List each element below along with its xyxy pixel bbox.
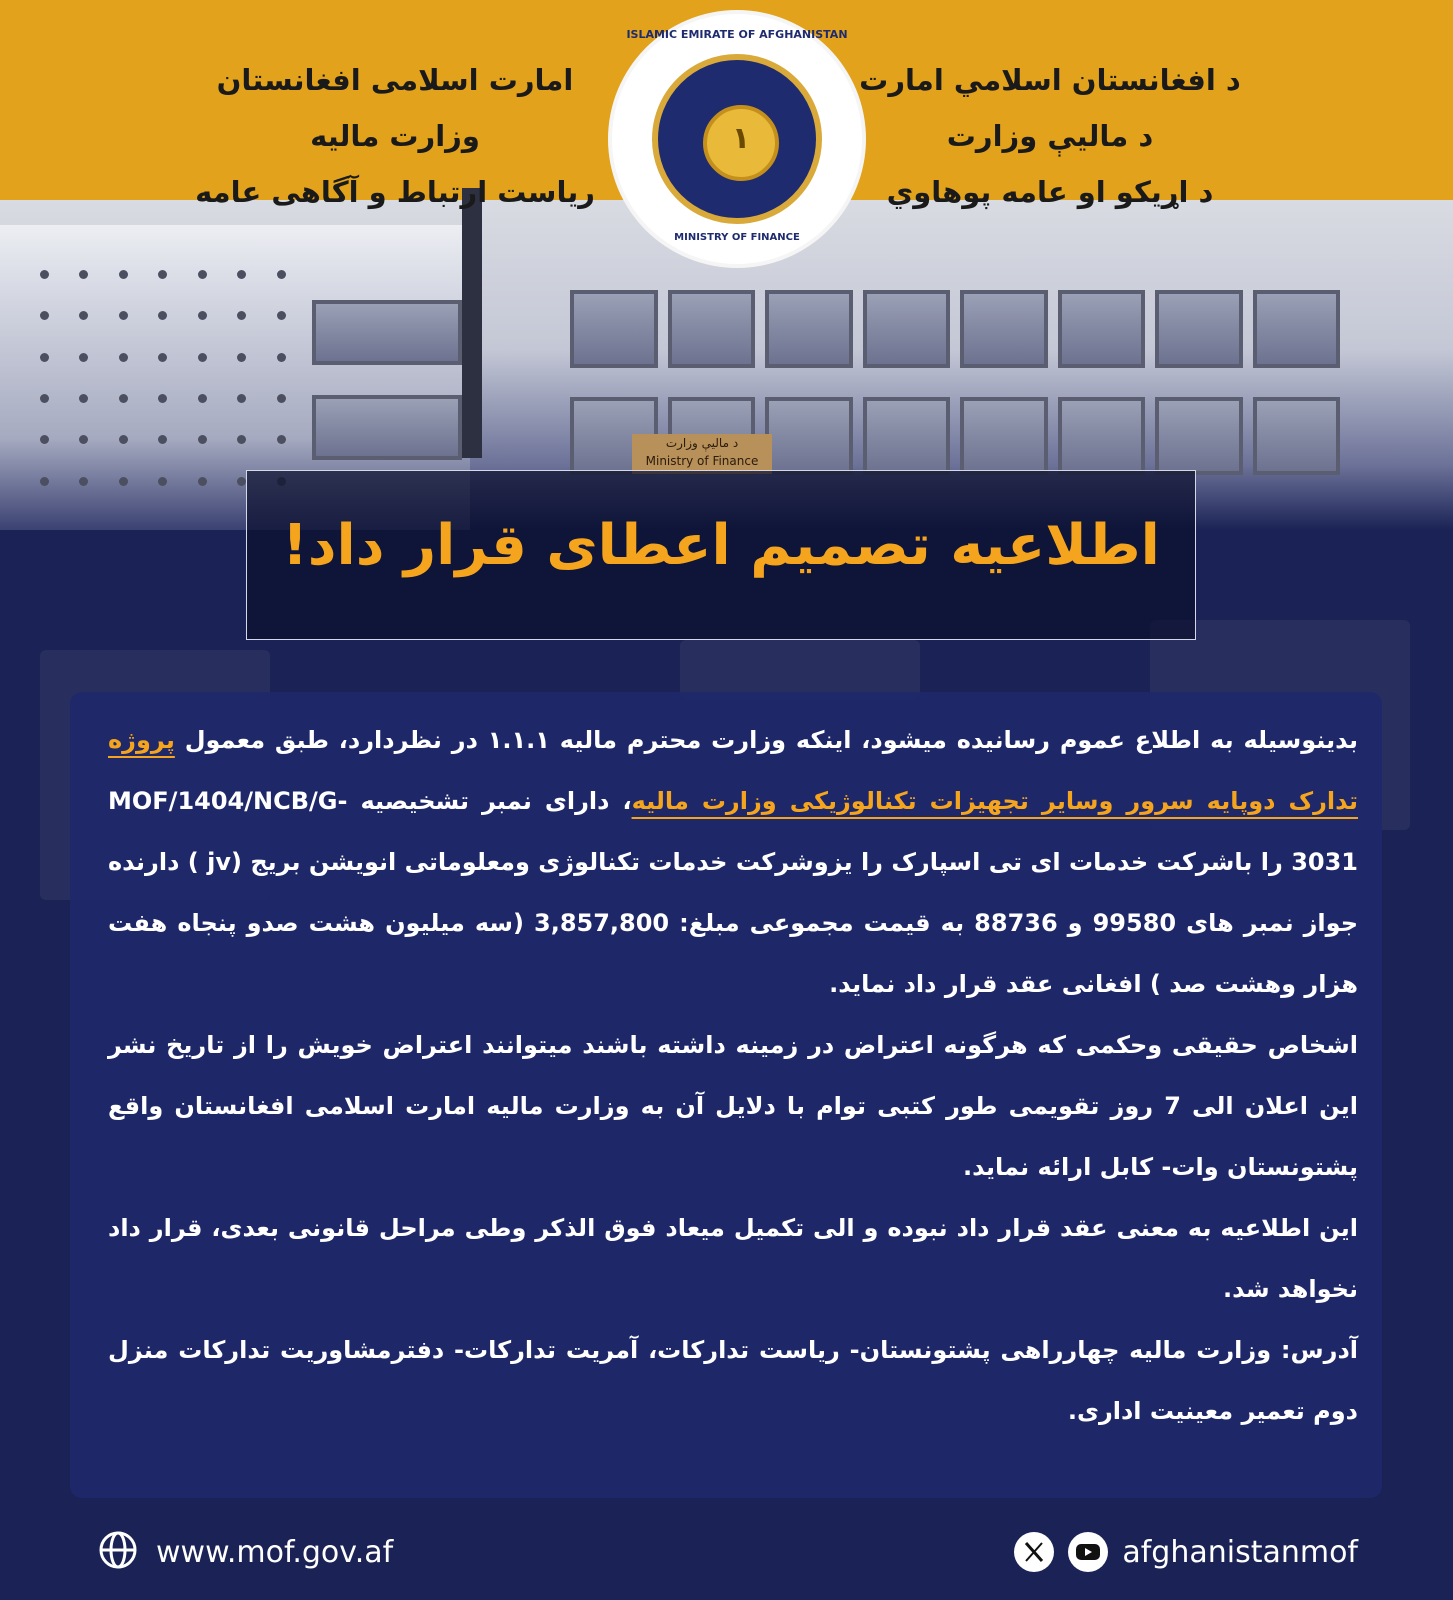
header-pashto-line1: د افغانستان اسلامي امارت bbox=[859, 63, 1241, 97]
footer-social bbox=[1014, 1530, 1358, 1574]
header-pashto-line2: د ماليې وزارت bbox=[946, 119, 1154, 153]
left-wing-windows bbox=[312, 300, 462, 460]
announcement-body bbox=[70, 692, 1382, 1498]
header-dari-line2: وزارت مالیه bbox=[310, 119, 480, 153]
social-handle[interactable]: afghanistanmof bbox=[1122, 1534, 1358, 1570]
reference-code: MOF/1404/NCB/G-3031 bbox=[108, 787, 1358, 876]
youtube-icon[interactable] bbox=[1068, 1532, 1108, 1572]
logo-ring-top-text: ISLAMIC EMIRATE OF AFGHANISTAN bbox=[626, 28, 848, 41]
paragraph-1 bbox=[108, 710, 1358, 1015]
logo-ring-bottom-text: MINISTRY OF FINANCE bbox=[674, 232, 800, 243]
wall-pattern bbox=[40, 270, 300, 500]
ministry-logo bbox=[612, 14, 862, 264]
globe-icon bbox=[98, 1530, 138, 1574]
p1-part-a: بدینوسیله به اطلاع عموم رسانیده میشود، اینکه وزارت محترم مالیه ۱.۱.۱ در نظردارد، طبق معمول bbox=[174, 726, 1358, 754]
p1-part-c: را باشرکت خدمات ای تی اسپارک را یزوشرکت خدمات تکنالوژی ومعلوماتی انویشن بریج (jv ) دارنده جواز نمبر های 99580 و 88736 به قیمت مجموعی مبلغ: bbox=[108, 848, 1358, 937]
paragraph-2: اشخاص حقیقی وحکمی که هرگونه اعتراض در زمینه داشته باشند میتوانند اعتراض خویش را از تاریخ نشر این اعلان الی 7 روز تقویمی طور کتبی توام با دلایل آن به وزارت مالیه امارت اسلامی افغانستان واقع پشتونستان وات- کابل ارائه نماید. bbox=[108, 1031, 1359, 1181]
building-sign bbox=[632, 434, 772, 474]
logo-emblem bbox=[652, 54, 822, 224]
header-dari bbox=[195, 52, 595, 220]
page-title: اطلاعیه تصمیم اعطای قرار داد! bbox=[282, 513, 1160, 578]
announcement-text bbox=[108, 710, 1358, 1442]
x-icon[interactable] bbox=[1014, 1532, 1054, 1572]
paragraph-4-address: آدرس: وزارت مالیه چهارراهی پشتونستان- ریاست تدارکات، آمریت تدارکات- دفترمشاوریت تدارکات منزل دوم تعمیر معینیت اداری. bbox=[108, 1336, 1358, 1425]
coin-icon: ١ bbox=[703, 105, 779, 181]
title-box bbox=[246, 470, 1196, 640]
p1-part-b: ، دارای نمبر تشخیصیه bbox=[347, 787, 632, 815]
header-dari-line1: امارت اسلامی افغانستان bbox=[216, 63, 574, 97]
chimney bbox=[462, 188, 482, 458]
website-link[interactable]: www.mof.gov.af bbox=[156, 1534, 394, 1570]
footer-website[interactable] bbox=[98, 1530, 393, 1574]
project-name-highlight: پروژه تدارک دوپایه سرور وسایر تجهیزات تکنالوژیکی وزارت مالیه bbox=[108, 726, 1358, 815]
contract-amount: 3,857,800 bbox=[534, 909, 670, 937]
building-sign-line1: د مالیې وزارت bbox=[665, 436, 739, 450]
paragraph-3: این اطلاعیه به معنی عقد قرار داد نبوده و الی تکمیل میعاد فوق الذکر وطی مراحل قانونی بعدی، قرار داد نخواهد شد. bbox=[108, 1214, 1358, 1303]
header-pashto-line3: د اړیکو او عامه پوهاوي bbox=[886, 175, 1214, 209]
p1-part-d: (سه میلیون هشت صدو پنجاه هفت هزار وهشت صد ) افغانی عقد قرار داد نماید. bbox=[108, 909, 1358, 998]
building-sign-line2: Ministry of Finance bbox=[645, 454, 759, 468]
header-dari-line3: ریاست ارتباط و آگاهی عامه bbox=[195, 175, 595, 209]
header-pashto bbox=[850, 52, 1250, 220]
bg-chart-deco bbox=[680, 640, 920, 700]
